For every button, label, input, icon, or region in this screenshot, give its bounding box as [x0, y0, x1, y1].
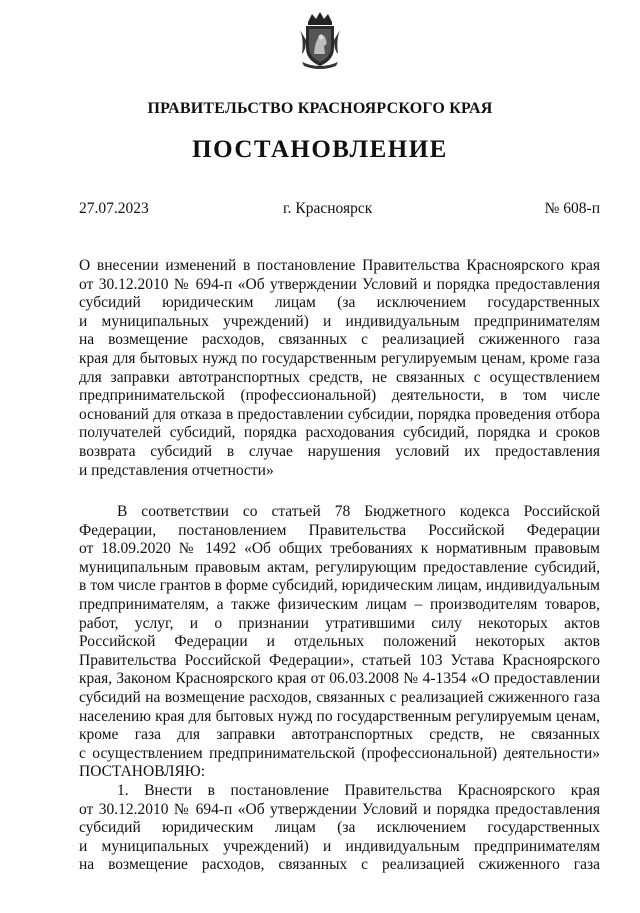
- document-subject: [79, 257, 600, 480]
- document-body: [79, 503, 600, 875]
- body-line: и муниципальных учреждений) и индивидуальным предпринимателям: [79, 837, 600, 855]
- coat-of-arms-icon: [298, 10, 342, 70]
- subject-line: и муниципальных учреждений) и индивидуальным предпринимателям: [79, 312, 600, 330]
- body-line: от 18.09.2020 № 1492 «Об общих требованиях к нормативным правовым: [79, 540, 600, 558]
- body-line: 1. Внести в постановление Правительства Красноярского края: [117, 781, 600, 799]
- subject-line: оснований для отказа в предоставлении субсидии, порядка проведения отбора: [79, 405, 600, 423]
- body-line: Российской Федерации и отдельных положений некоторых актов: [79, 633, 600, 651]
- subject-line: и представления отчетности»: [79, 461, 274, 479]
- subject-line: субсидий юридическим лицам (за исключением государственных: [79, 294, 600, 312]
- subject-line: предпринимательской (профессиональной) деятельности, в том числе: [79, 387, 600, 405]
- subject-line: от 30.12.2010 № 694-п «Об утверждении Условий и порядка предоставления: [79, 275, 600, 293]
- government-title: ПРАВИТЕЛЬСТВО КРАСНОЯРСКОГО КРАЯ: [147, 100, 493, 117]
- body-line: Федерации, постановлением Правительства Российской Федерации: [79, 521, 600, 539]
- body-line: Правительства Российской Федерации», статьей 103 Устава Красноярского: [79, 651, 600, 669]
- body-line: субсидий юридическим лицам (за исключением государственных: [79, 819, 600, 837]
- subject-line: на возмещение расходов, связанных с реализацией сжиженного газа: [79, 331, 600, 349]
- body-line: края, Законом Красноярского края от 06.03.2008 № 4-1354 «О предоставлении: [79, 670, 600, 688]
- body-line: населению края для бытовых нужд по государственным регулируемым ценам,: [79, 707, 600, 725]
- document-city: г. Красноярск: [283, 200, 373, 217]
- body-line: с осуществлением предпринимательской (профессиональной) деятельности»: [79, 744, 600, 762]
- resolve-heading: ПОСТАНОВЛЯЮ:: [79, 763, 206, 781]
- body-line: от 30.12.2010 № 694-п «Об утверждении Условий и порядка предоставления: [79, 800, 600, 818]
- subject-line: получателей субсидий, порядка расходования субсидий, порядка и сроков: [79, 424, 600, 442]
- body-line: работ, услуг, и о признании утратившими силу некоторых актов: [79, 614, 600, 632]
- subject-line: возврата субсидий в случае нарушения условий их предоставления: [79, 442, 600, 460]
- body-line: в том числе грантов в форме субсидий, юридическим лицам, индивидуальным: [79, 577, 600, 595]
- subject-line: для заправки автотранспортных средств, не связанных с осуществлением: [79, 368, 600, 386]
- subject-line: края для бытовых нужд по государственным регулируемым ценам, кроме газа: [79, 349, 600, 367]
- document-date: 27.07.2023: [79, 200, 149, 217]
- document-type-title: ПОСТАНОВЛЕНИЕ: [192, 136, 448, 163]
- body-line: предпринимателям, а также физическим лицам – производителям товаров,: [79, 595, 600, 613]
- body-line: на возмещение расходов, связанных с реализацией сжиженного газа: [79, 856, 600, 874]
- body-line: субсидий на возмещение расходов, связанных с реализацией сжиженного газа: [79, 688, 600, 706]
- body-line: кроме газа для заправки автотранспортных средств, не связанных: [79, 726, 600, 744]
- body-line: муниципальным правовым актам, регулирующим предоставление субсидий,: [79, 558, 600, 576]
- document-number: № 608-п: [544, 200, 600, 217]
- body-line: В соответствии со статьей 78 Бюджетного кодекса Российской: [117, 503, 600, 520]
- subject-line: О внесении изменений в постановление Правительства Красноярского края: [79, 257, 600, 274]
